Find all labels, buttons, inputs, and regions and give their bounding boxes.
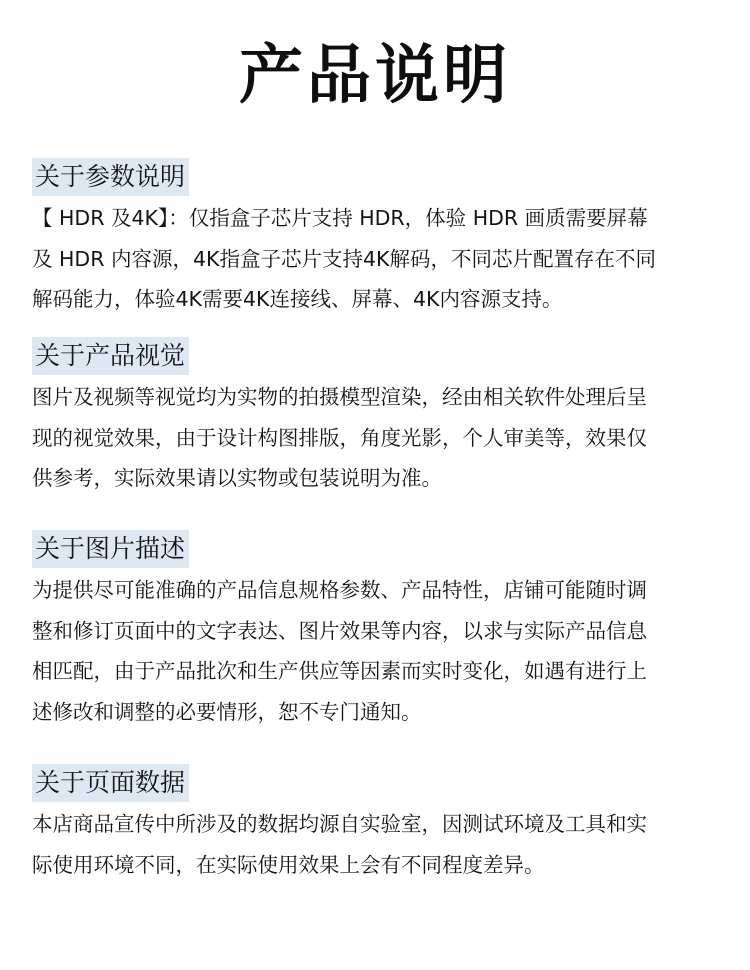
body-line: 述修改和调整的必要情形，恕不专门通知。	[32, 699, 422, 724]
section-body	[32, 198, 722, 320]
section-product-visual	[32, 337, 722, 499]
section-body	[32, 804, 722, 885]
section-heading: 关于产品视觉	[32, 337, 189, 375]
section-image-description	[32, 530, 722, 732]
section-page-data	[32, 764, 722, 885]
body-line: 为提供尽可能准确的产品信息规格参数、产品特性，店铺可能随时调	[32, 578, 647, 602]
body-line: 整和修订页面中的文字表达、图片效果等内容，以求与实际产品信息	[32, 618, 647, 643]
body-line: 际使用环境不同，在实际使用效果上会有不同程度差异。	[32, 852, 545, 877]
body-line: 图片及视频等视觉均为实物的拍摄模型渲染，经由相关软件处理后呈	[32, 385, 647, 409]
section-body	[32, 570, 722, 732]
body-line: 相匹配，由于产品批次和生产供应等因素而实时变化，如遇有进行上	[32, 659, 647, 683]
page-title: 产品说明	[239, 39, 511, 113]
body-line: 本店商品宣传中所涉及的数据均源自实验室，因测试环境及工具和实	[32, 812, 647, 836]
body-line: 现的视觉效果，由于设计构图排版，角度光影，个人审美等，效果仅	[32, 425, 647, 450]
section-heading: 关于参数说明	[32, 158, 189, 196]
body-line: 供参考，实际效果请以实物或包装说明为准。	[32, 466, 442, 490]
section-heading: 关于页面数据	[32, 764, 189, 802]
section-heading: 关于图片描述	[32, 530, 189, 568]
body-line: 及 HDR 内容源，4K指盒子芯片支持4K解码，不同芯片配置存在不同	[32, 246, 656, 271]
section-body	[32, 377, 722, 499]
section-parameters	[32, 158, 722, 320]
body-line: 解码能力，体验4K需要4K连接线、屏幕、4K内容源支持。	[32, 287, 563, 311]
body-line: 【 HDR 及4K】：仅指盒子芯片支持 HDR，体验 HDR 画质需要屏幕	[32, 206, 648, 230]
